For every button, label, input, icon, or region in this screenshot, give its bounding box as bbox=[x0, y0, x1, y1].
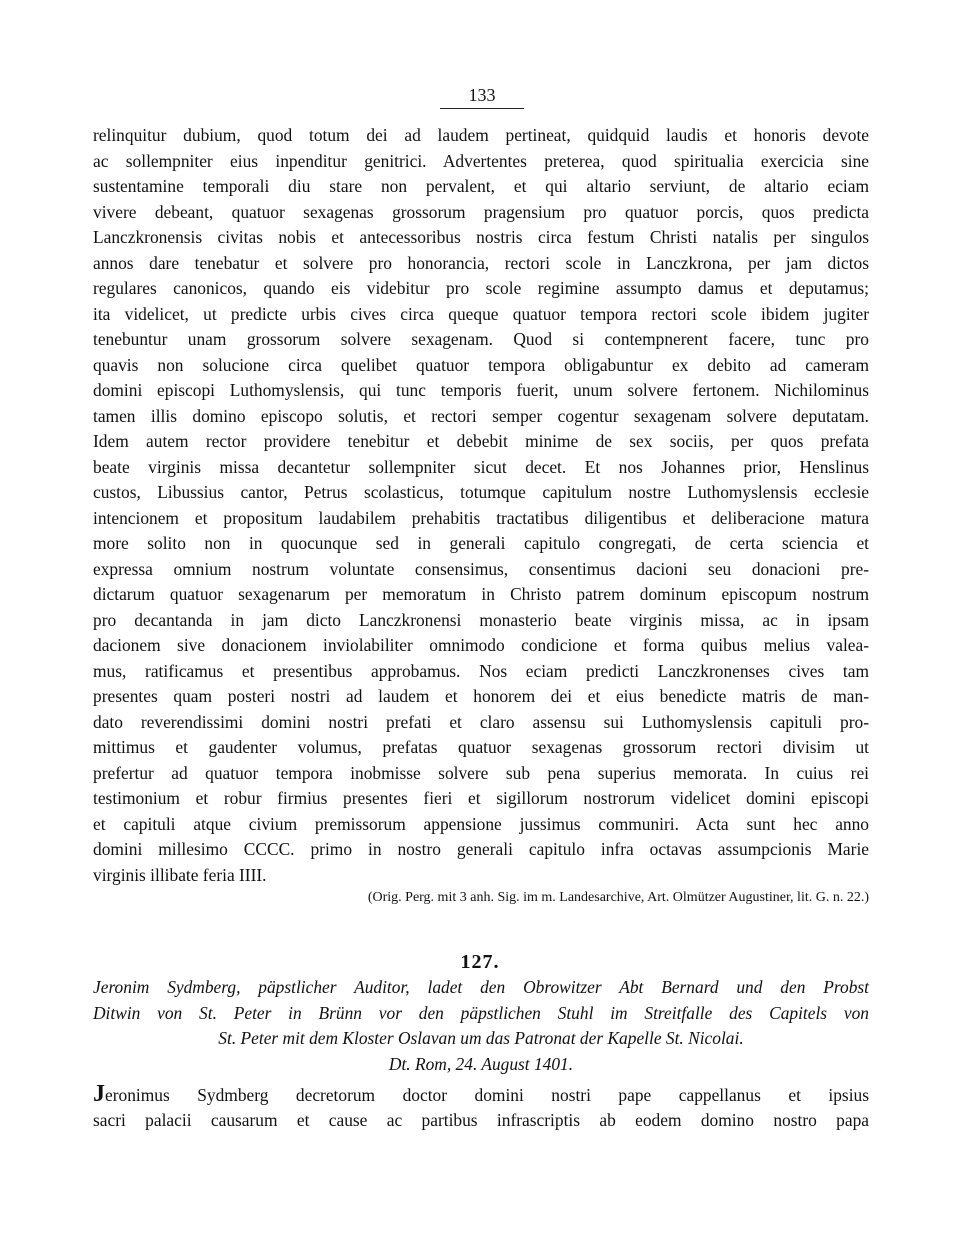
text-line: relinquitur dubium, quod totum dei ad laudem pertineat, quidquid laudis et honoris devote bbox=[93, 125, 869, 145]
text-line bbox=[93, 1082, 869, 1108]
text-line: expressa omnium nostrum voluntate consensimus, consentimus dacioni seu donacioni pre- bbox=[93, 558, 869, 579]
document-text bbox=[93, 1082, 869, 1133]
text-line-rest: eronimus Sydmberg decretorum doctor domini nostri pape cappellanus et ipsius bbox=[105, 1085, 869, 1105]
text-line: dato reverendissimi domini nostri prefati et claro assensu sui Luthomyslensis capituli pro- bbox=[93, 711, 869, 732]
text-line: pro decantanda in jam dicto Lanczkronensi monasterio beate virginis missa, ac in ipsam bbox=[93, 609, 869, 630]
text-line: virginis illibate feria IIII. bbox=[93, 864, 267, 885]
text-line: annos dare tenebatur et solvere pro honorancia, rectori scole in Lanczkrona, per jam dictos bbox=[93, 252, 869, 273]
text-line: Idem autem rector providere tenebitur et debebit minime de sex sociis, per quos prefata bbox=[93, 431, 869, 451]
charter-text bbox=[93, 123, 869, 888]
text-line: custos, Libussius cantor, Petrus scolasticus, totumque capitulum nostre Luthomyslensis ecclesie bbox=[93, 482, 869, 502]
regest-line: St. Peter mit dem Kloster Oslavan um das Patronat der Kapelle St. Nicolai. bbox=[218, 1028, 744, 1048]
page-number: 133 bbox=[440, 84, 524, 109]
text-line: more solito non in quocunque sed in generali capitulo congregati, de certa sciencia et bbox=[93, 533, 869, 553]
regest-date: Dt. Rom, 24. August 1401. bbox=[388, 1053, 574, 1074]
text-line: Lanczkronensis civitas nobis et antecessoribus nostris circa festum Christi natalis per singulos bbox=[93, 227, 869, 247]
text-line: tamen illis domino episcopo solutis, et rectori semper cogentur sexagenam solvere deputatam. bbox=[93, 405, 869, 426]
text-line: sustentamine temporali diu stare non pervalent, et qui altario serviunt, de altario eciam bbox=[93, 176, 869, 196]
text-line: domini millesimo CCCC. primo in nostro generali capitulo infra octavas assumpcionis Marie bbox=[93, 839, 869, 859]
text-line: dictarum quatuor sexagenarum per memoratum in Christo patrem dominum episcopum nostrum bbox=[93, 584, 869, 604]
text-line: dacionem sive donacionem inviolabiliter omnimodo condicione et forma quibus melius valea- bbox=[93, 635, 869, 655]
text-line: ac sollempniter eius inpenditur genitrici. Advertentes preterea, quod spiritualia exercicia sine bbox=[93, 150, 869, 171]
text-line: intencionem et propositum laudabilem prehabitis tractatibus diligentibus et deliberacione matura bbox=[93, 507, 869, 528]
text-line: mittimus et gaudenter volumus, prefatas quatuor sexagenas grossorum rectori divisim ut bbox=[93, 737, 869, 757]
text-line: ita videlicet, ut predicte urbis cives circa queque quatuor tempora rectori scole ibidem jugiter bbox=[93, 303, 869, 324]
text-line: sacri palacii causarum et cause ac partibus infrascriptis ab eodem domino nostro papa bbox=[93, 1109, 869, 1130]
text-line: mus, ratificamus et presentibus approbamus. Nos eciam predicti Lanczkronenses cives tam bbox=[93, 660, 869, 681]
document-number: 127. bbox=[460, 951, 500, 973]
regest-line: Ditwin von St. Peter in Brünn vor den päpstlichen Stuhl im Streitfalle des Capitels von bbox=[93, 1002, 869, 1023]
initial-letter: J bbox=[93, 1082, 105, 1107]
text-line: regulares canonicos, quando eis videbitur pro scole regimine assumpto damus et deputamus; bbox=[93, 278, 869, 298]
text-line: tenebuntur unam grossorum solvere sexagenam. Quod si contempnerent facere, tunc pro bbox=[93, 329, 869, 349]
text-line: beate virginis missa decantetur sollempniter sicut decet. Et nos Johannes prior, Henslinus bbox=[93, 456, 869, 477]
regest-line: Jeronim Sydmberg, päpstlicher Auditor, ladet den Obrowitzer Abt Bernard und den Probst bbox=[93, 977, 869, 997]
text-line: presentes quam posteri nostri ad laudem et honorem dei et eius benedicte matris de man- bbox=[93, 686, 869, 706]
text-line: et capituli atque civium premissorum appensione jussimus communiri. Acta sunt hec anno bbox=[93, 813, 869, 834]
text-line: testimonium et robur firmius presentes fieri et sigillorum nostrorum videlicet domini episcopi bbox=[93, 788, 869, 808]
text-line: domini episcopi Luthomyslensis, qui tunc temporis fuerit, unum solvere fertonem. Nichilominus bbox=[93, 380, 869, 400]
text-line: vivere debeant, quatuor sexagenas grossorum pragensium pro quatuor porcis, quos predicta bbox=[93, 201, 869, 222]
text-line: quavis non solucione circa quelibet quatuor tempora obligabuntur ex debito ad cameram bbox=[93, 354, 869, 375]
source-note: (Orig. Perg. mit 3 anh. Sig. im m. Landesarchive, Art. Olmützer Augustiner, lit. G. n. 22.) bbox=[367, 890, 869, 905]
regest-heading bbox=[93, 975, 869, 1077]
text-line: prefertur ad quatuor tempora inobmisse solvere sub pena superius memorata. In cuius rei bbox=[93, 762, 869, 783]
